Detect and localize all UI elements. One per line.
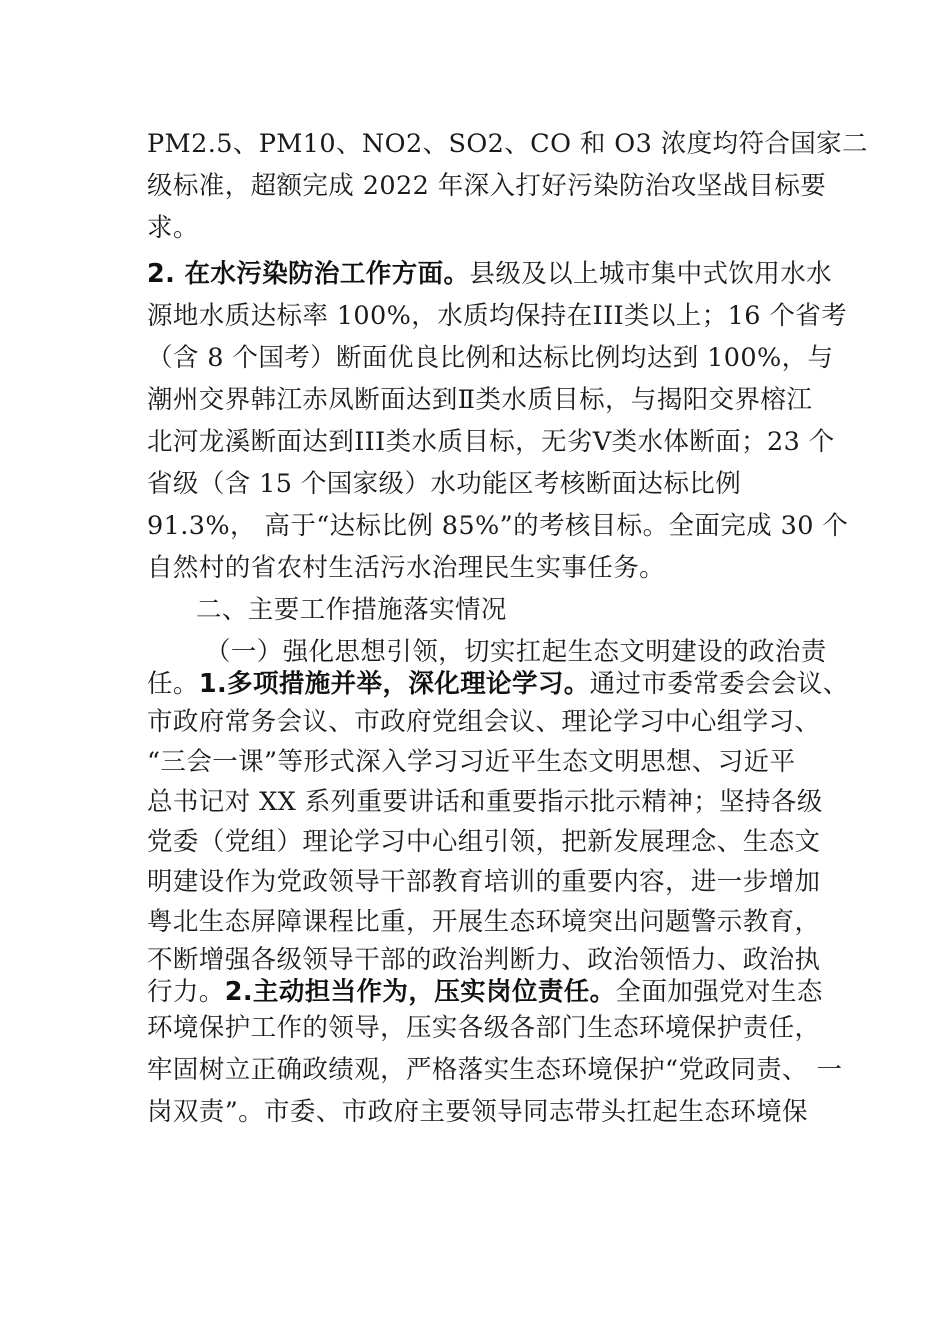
line-text: 级标准，超额完成 2022 年深入打好污染防治攻坚战目标要 bbox=[147, 171, 827, 201]
paragraph-line bbox=[147, 972, 823, 1012]
paragraph-line bbox=[147, 124, 868, 164]
paragraph-line bbox=[147, 380, 812, 420]
line-text: 县级及以上城市集中式饮用水水 bbox=[469, 259, 833, 289]
line-text: 源地水质达标率 100%，水质均保持在III类以上；16 个省考 bbox=[147, 301, 848, 331]
paragraph-line bbox=[147, 742, 795, 782]
paragraph-line bbox=[147, 166, 826, 206]
paragraph-line bbox=[147, 548, 665, 588]
line-text: 自然村的省农村生活污水治理民生实事任务。 bbox=[147, 553, 666, 583]
line-text: 行力。 bbox=[147, 977, 225, 1007]
subsection-heading: 2.主动担当作为，压实岗位责任。 bbox=[224, 977, 616, 1007]
line-text: （含 8 个国考）断面优良比例和达标比例均达到 100%，与 bbox=[147, 343, 834, 373]
paragraph-line bbox=[147, 208, 199, 248]
paragraph-line bbox=[147, 902, 820, 942]
paragraph-line bbox=[147, 1092, 808, 1132]
line-text: 岗双责”。市委、市政府主要领导同志带头扛起生态环境保 bbox=[147, 1097, 808, 1127]
section-heading: 2. 在水污染防治工作方面。 bbox=[147, 259, 470, 289]
line-text: 不断增强各级领导干部的政治判断力、政治领悟力、政治执 bbox=[147, 945, 821, 975]
section-title: 二、主要工作措施落实情况 bbox=[196, 595, 507, 625]
line-text: 通过市委常委会会议、 bbox=[589, 669, 849, 699]
line-text: “三会一课”等形式深入学习习近平生态文明思想、习近平 bbox=[147, 747, 796, 777]
line-text: （一）强化思想引领，切实扛起生态文明建设的政治责 bbox=[205, 637, 827, 667]
paragraph-line bbox=[147, 782, 823, 822]
paragraph-line bbox=[147, 506, 848, 546]
line-text: 省级（含 15 个国家级）水功能区考核断面达标比例 bbox=[147, 469, 742, 499]
paragraph-line bbox=[147, 296, 847, 336]
line-text: 全面加强党对生态 bbox=[615, 977, 823, 1007]
line-text: 明建设作为党政领导干部教育培训的重要内容，进一步增加 bbox=[147, 867, 821, 897]
line-text: PM2.5、PM10、NO2、SO2、CO 和 O3 浓度均符合国家二 bbox=[147, 129, 868, 159]
paragraph-line bbox=[147, 254, 832, 294]
line-text: 求。 bbox=[147, 213, 199, 243]
paragraph-line bbox=[147, 1050, 842, 1090]
paragraph-line bbox=[196, 590, 507, 630]
line-text: 党委（党组）理论学习中心组引领，把新发展理念、生态文 bbox=[147, 827, 821, 857]
line-text: 环境保护工作的领导，压实各级各部门生态环境保护责任， bbox=[147, 1013, 821, 1043]
line-text: 市政府常务会议、市政府党组会议、理论学习中心组学习、 bbox=[147, 707, 821, 737]
paragraph-line bbox=[147, 422, 835, 462]
paragraph-line bbox=[147, 338, 833, 378]
paragraph-line bbox=[147, 862, 820, 902]
paragraph-line bbox=[147, 822, 820, 862]
line-text: 牢固树立正确政绩观，严格落实生态环境保护“党政同责、 一 bbox=[147, 1055, 843, 1085]
paragraph-line bbox=[147, 1008, 820, 1048]
paragraph-line bbox=[147, 464, 741, 504]
line-text: 任。 bbox=[147, 669, 199, 699]
subsection-heading: 1.多项措施并举，深化理论学习。 bbox=[198, 669, 590, 699]
paragraph-line bbox=[147, 664, 849, 704]
line-text: 91.3%， 高于“达标比例 85%”的考核目标。全面完成 30 个 bbox=[147, 511, 849, 541]
line-text: 总书记对 XX 系列重要讲话和重要指示批示精神；坚持各级 bbox=[147, 787, 823, 817]
line-text: 粤北生态屏障课程比重，开展生态环境突出问题警示教育， bbox=[147, 907, 821, 937]
paragraph-line bbox=[147, 702, 820, 742]
line-text: 北河龙溪断面达到III类水质目标，无劣Ⅴ类水体断面；23 个 bbox=[147, 427, 835, 457]
line-text: 潮州交界韩江赤凤断面达到Ⅱ类水质目标，与揭阳交界榕江 bbox=[147, 385, 813, 415]
